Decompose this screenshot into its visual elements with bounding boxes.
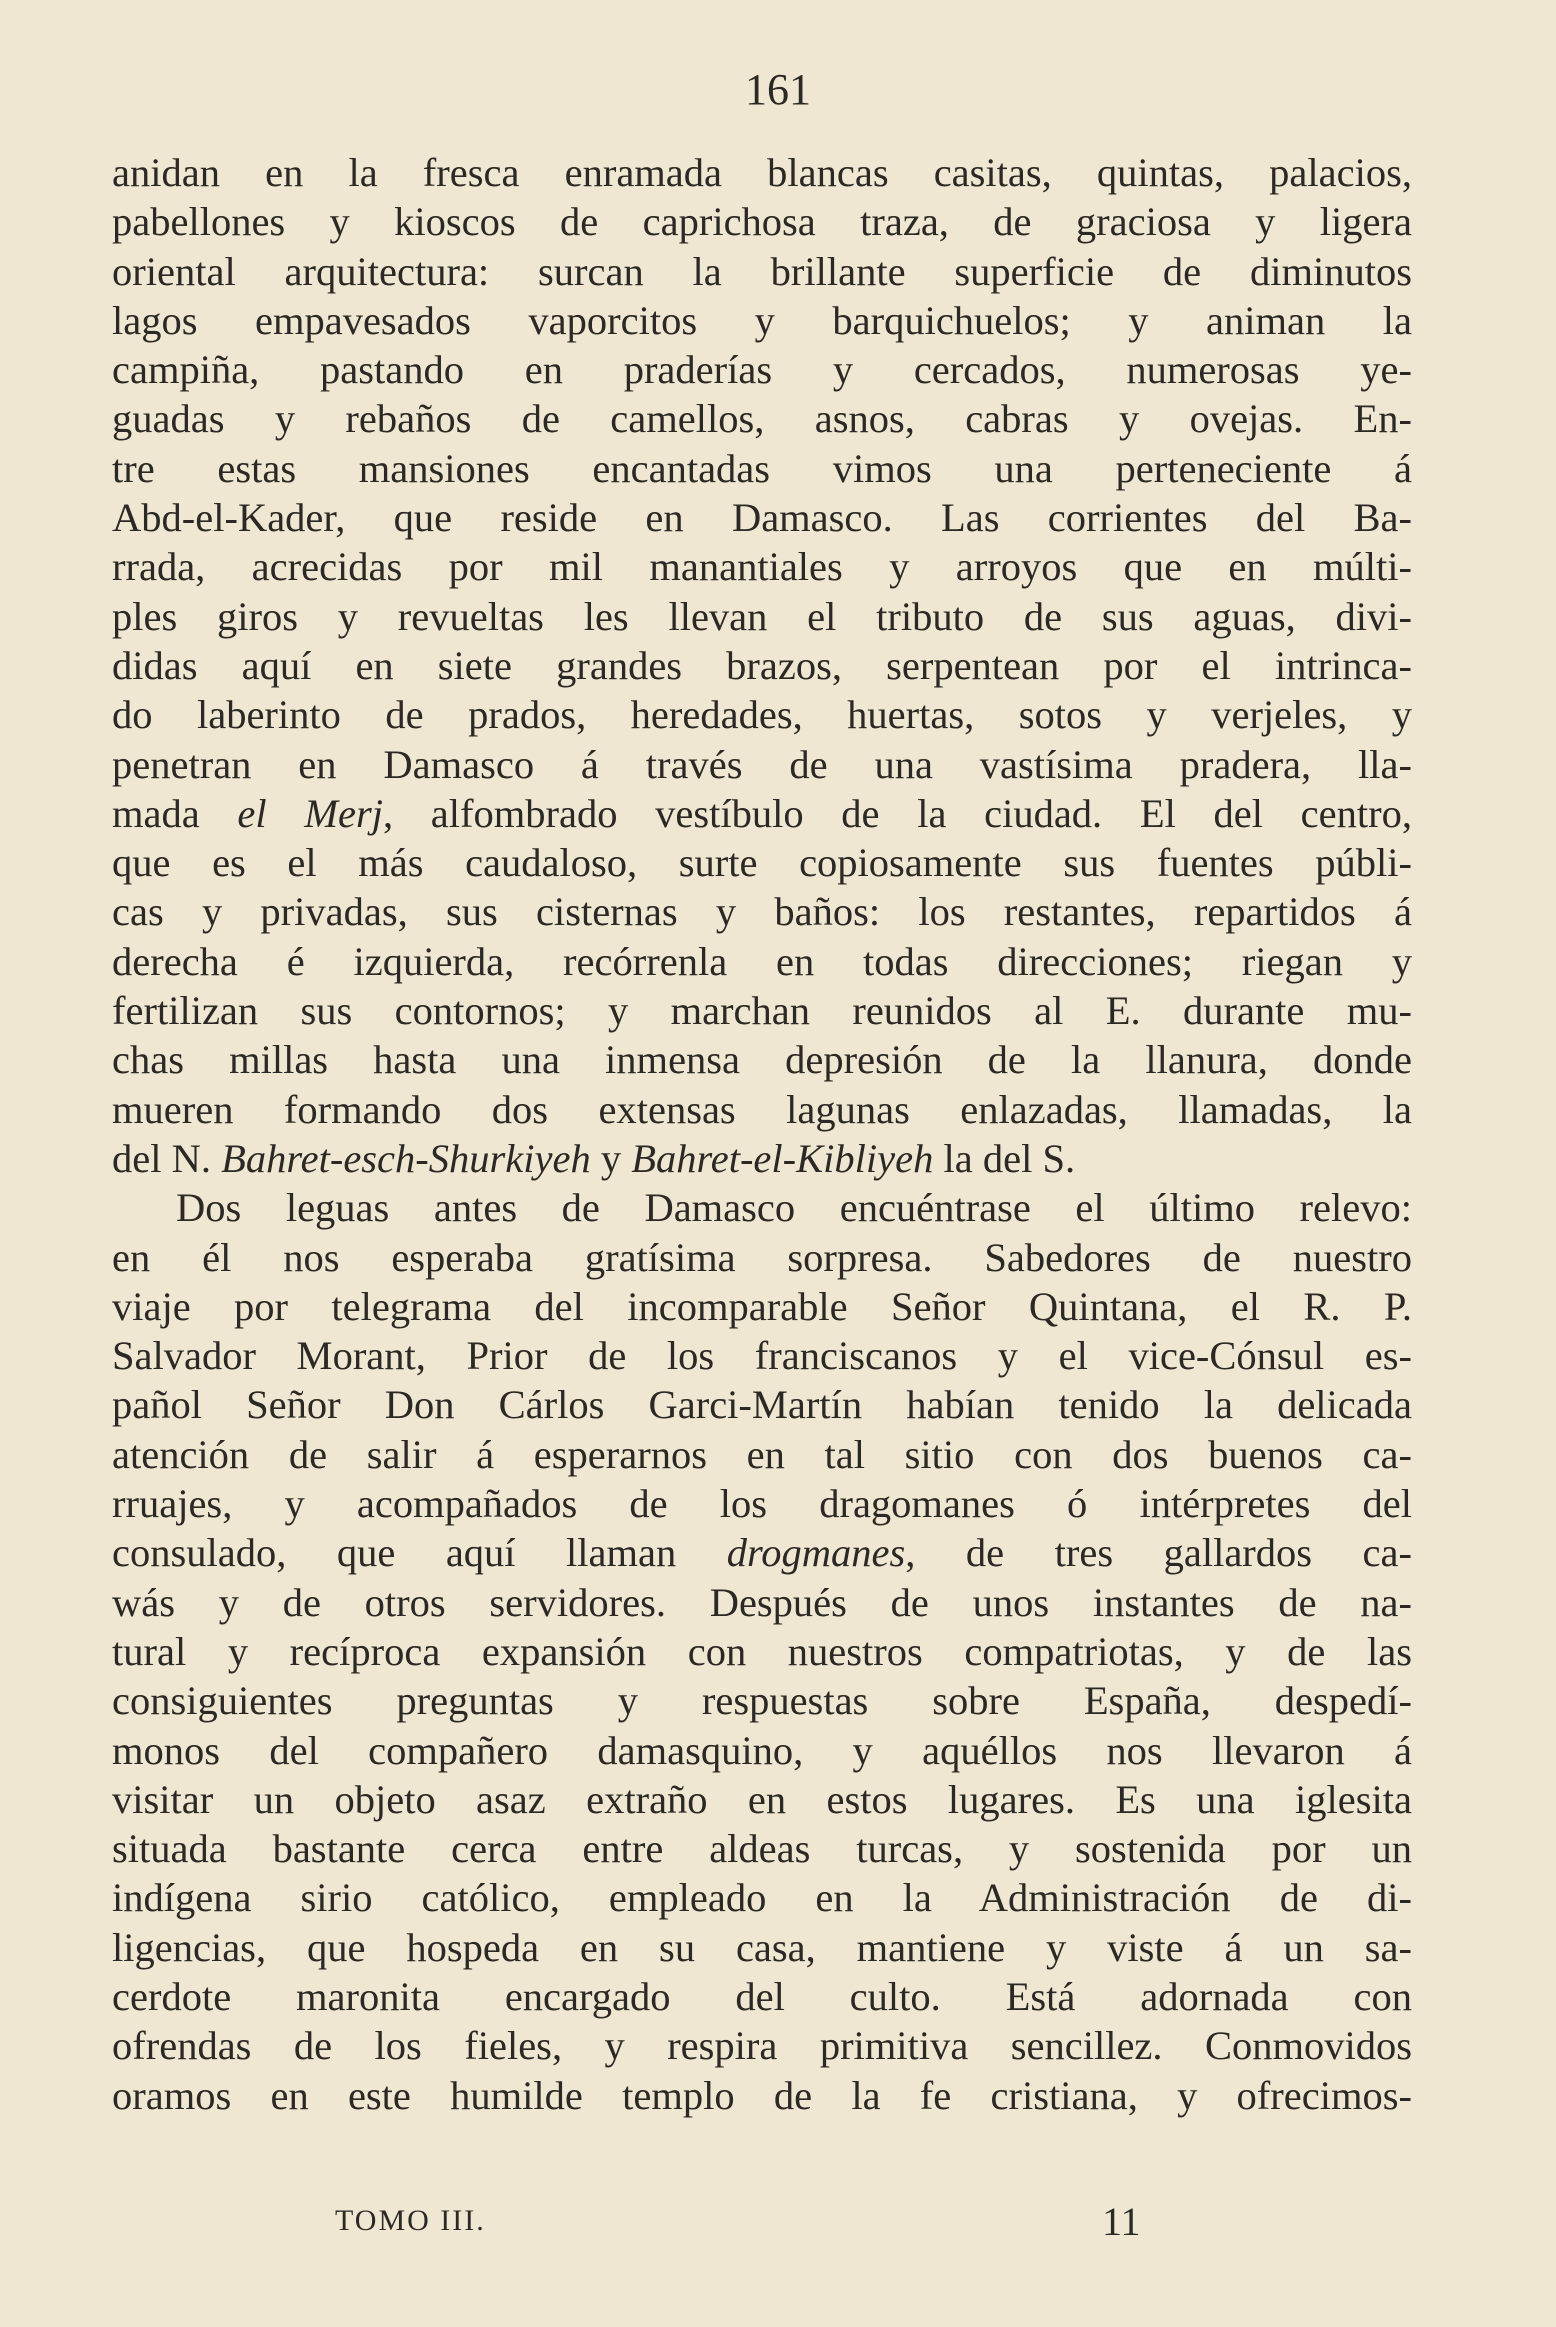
text-line <box>112 1331 1412 1380</box>
text-line <box>112 740 1412 789</box>
text-run: consiguientes preguntas y respuestas sobre España, despedí- <box>112 1678 1412 1724</box>
text-run: rruajes, y acompañados de los dragomanes ó intérpretes del <box>112 1481 1412 1527</box>
text-run: guadas y rebaños de camellos, asnos, cabras y ovejas. En- <box>112 396 1412 442</box>
text-run: atención de salir á esperarnos en tal sitio con dos buenos ca- <box>112 1431 1412 1477</box>
text-run: do laberinto de prados, heredades, huertas, sotos y verjeles, y <box>112 692 1412 738</box>
text-line <box>112 1972 1412 2021</box>
text-line <box>112 394 1412 443</box>
text-run: Dos leguas antes de Damasco encuéntrase el último relevo: <box>176 1185 1412 1231</box>
text-run: didas aquí en siete grandes brazos, serpentean por el intrinca- <box>112 642 1412 688</box>
text-line <box>112 1380 1412 1429</box>
text-run: del N. <box>112 1135 222 1181</box>
text-line <box>112 1578 1412 1627</box>
text-line <box>112 937 1412 986</box>
text-run: tural y recíproca expansión con nuestros compatriotas, y de las <box>112 1628 1412 1674</box>
text-run: en él nos esperaba gratísima sorpresa. Sabedores de nuestro <box>112 1234 1412 1280</box>
text-run: indígena sirio católico, empleado en la Administración de di- <box>112 1875 1412 1921</box>
text-run: fertilizan sus contornos; y marchan reunidos al E. durante mu- <box>112 988 1412 1034</box>
text-line <box>112 1085 1412 1134</box>
text-line <box>112 838 1412 887</box>
text-run: pabellones y kioscos de caprichosa traza, de graciosa y ligera <box>112 199 1412 245</box>
text-run: pañol Señor Don Cárlos Garci-Martín habían tenido la delicada <box>112 1382 1412 1428</box>
text-line <box>112 1873 1412 1922</box>
text-line <box>112 1726 1412 1775</box>
text-run: situada bastante cerca entre aldeas turcas, y sostenida por un <box>112 1826 1412 1872</box>
text-run: lagos empavesados vaporcitos y barquichuelos; y animan la <box>112 297 1412 343</box>
italic-term: drogmanes <box>726 1530 906 1576</box>
text-run: monos del compañero damasquino, y aquéllos nos llevaron á <box>112 1727 1412 1773</box>
body-text <box>112 148 1412 2120</box>
text-line <box>112 1528 1412 1577</box>
page-number: 161 <box>745 65 811 114</box>
text-run: y <box>590 1135 632 1181</box>
text-run: tre estas mansiones encantadas vimos una perteneciente á <box>112 445 1412 491</box>
text-run: ligencias, que hospeda en su casa, mantiene y viste á un sa- <box>112 1924 1412 1970</box>
text-line <box>112 148 1412 197</box>
text-run: consulado, que aquí llaman <box>112 1530 727 1576</box>
text-line <box>112 1183 1412 1232</box>
page-footer <box>0 2198 1556 2248</box>
volume-signature-mark: TOMO III. <box>335 2204 486 2237</box>
text-line <box>112 345 1412 394</box>
text-line <box>112 1479 1412 1528</box>
text-line <box>112 986 1412 1035</box>
text-run: penetran en Damasco á través de una vastísima pradera, lla- <box>112 741 1412 787</box>
gathering-signature-number: 11 <box>1102 2199 1141 2244</box>
text-line <box>112 1134 1412 1183</box>
italic-term: el Merj <box>237 790 383 836</box>
text-run: wás y de otros servidores. Después de unos instantes de na- <box>112 1579 1412 1625</box>
text-line <box>112 444 1412 493</box>
text-line <box>112 197 1412 246</box>
text-run: derecha é izquierda, recórrenla en todas direcciones; riegan y <box>112 938 1412 984</box>
text-line <box>112 1233 1412 1282</box>
text-line <box>112 592 1412 641</box>
text-run: campiña, pastando en praderías y cercados, numerosas ye- <box>112 347 1412 393</box>
text-line <box>112 1775 1412 1824</box>
text-run: ples giros y revueltas les llevan el tributo de sus aguas, divi- <box>112 593 1412 639</box>
italic-term: Bahret-esch-Shurkiyeh <box>221 1135 591 1181</box>
text-line <box>112 1430 1412 1479</box>
text-line <box>112 1282 1412 1331</box>
text-run: , de tres gallardos ca- <box>905 1530 1412 1576</box>
text-line <box>112 2021 1412 2070</box>
text-run: la del S. <box>933 1135 1076 1181</box>
text-run: rrada, acrecidas por mil manantiales y arroyos que en múlti- <box>112 544 1412 590</box>
text-run: cas y privadas, sus cisternas y baños: los restantes, repartidos á <box>112 889 1412 935</box>
text-line <box>112 789 1412 838</box>
text-line <box>112 1035 1412 1084</box>
text-line <box>112 1923 1412 1972</box>
text-line <box>112 1824 1412 1873</box>
text-run: mueren formando dos extensas lagunas enlazadas, llamadas, la <box>112 1086 1412 1132</box>
text-line <box>112 1676 1412 1725</box>
text-line <box>112 542 1412 591</box>
text-run: ofrendas de los fieles, y respira primitiva sencillez. Conmovidos <box>112 2023 1412 2069</box>
italic-term: Bahret-el-Kibliyeh <box>631 1135 934 1181</box>
text-run: viaje por telegrama del incomparable Señor Quintana, el R. P. <box>112 1283 1412 1329</box>
text-line <box>112 296 1412 345</box>
text-line <box>112 690 1412 739</box>
text-run: que es el más caudaloso, surte copiosamente sus fuentes públi- <box>112 840 1412 886</box>
text-run: mada <box>112 790 238 836</box>
text-run: , alfombrado vestíbulo de la ciudad. El del centro, <box>383 790 1412 836</box>
text-run: oramos en este humilde templo de la fe cristiana, y ofrecimos- <box>112 2072 1412 2118</box>
text-run: Salvador Morant, Prior de los franciscanos y el vice-Cónsul es- <box>112 1333 1412 1379</box>
text-line <box>112 493 1412 542</box>
text-line <box>112 247 1412 296</box>
text-line <box>112 887 1412 936</box>
text-run: oriental arquitectura: surcan la brillante superficie de diminutos <box>112 248 1412 294</box>
text-run: cerdote maronita encargado del culto. Está adornada con <box>112 1973 1412 2019</box>
text-line <box>112 641 1412 690</box>
text-run: anidan en la fresca enramada blancas casitas, quintas, palacios, <box>112 150 1412 195</box>
text-line <box>112 2071 1412 2120</box>
text-line <box>112 1627 1412 1676</box>
text-run: Abd-el-Kader, que reside en Damasco. Las corrientes del Ba- <box>112 495 1412 541</box>
text-run: visitar un objeto asaz extraño en estos lugares. Es una iglesita <box>112 1776 1412 1822</box>
text-run: chas millas hasta una inmensa depresión de la llanura, donde <box>112 1037 1412 1083</box>
